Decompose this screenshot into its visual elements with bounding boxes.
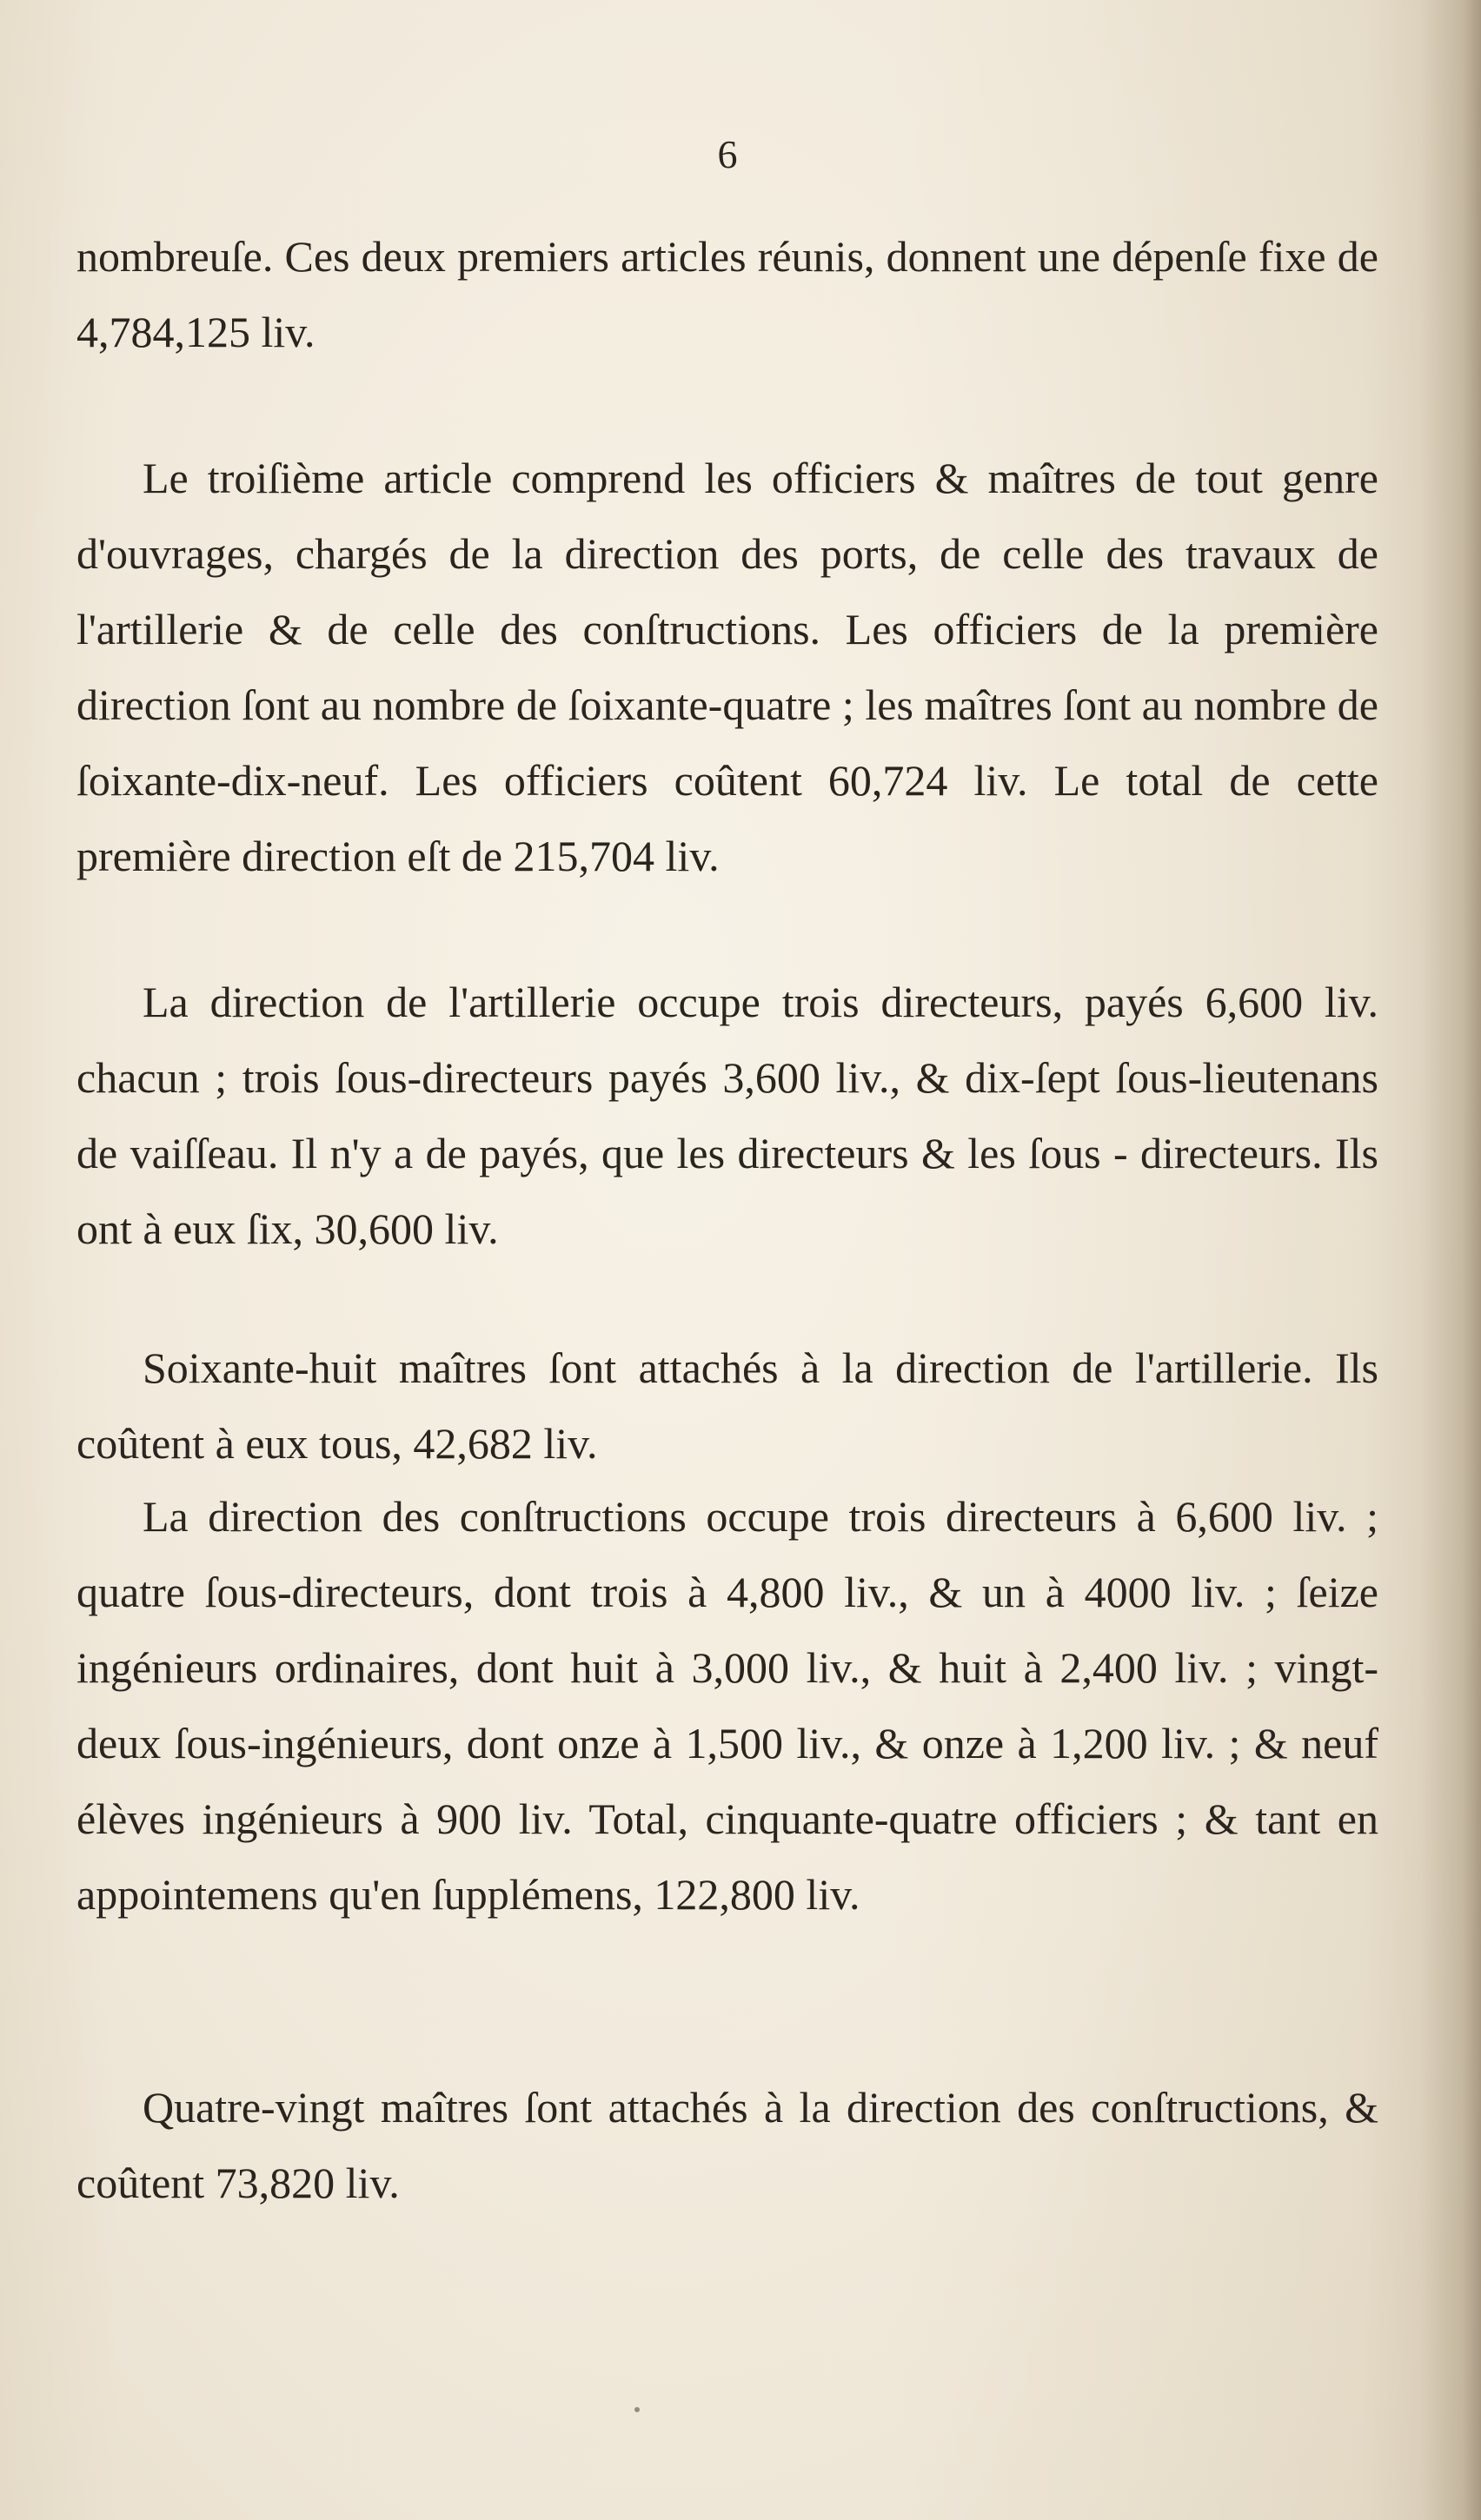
paragraph-constructions-direction: La direction des conſtructions occupe trois directeurs à 6,600 liv. ; quatre ſous-directeurs, dont trois à 4,800 liv., & un à 4000 liv. ; ſeize ingénieurs ordinaires, dont huit à 3,000 liv., & huit à 2,400 liv. ; vingt-deux ſous-ingénieurs, dont onze à 1,500 liv., & onze à 1,200 liv. ; & neuf élèves ingénieurs à 900 liv. Total, cinquante-quatre officiers ; & tant en appointemens qu'en ſupplémens, 122,800 liv. <box>76 1492 1378 1919</box>
page-number: 6 <box>717 132 738 176</box>
paragraph-constructions-masters: Quatre-vingt maîtres ſont attachés à la direction des conſtructions, & coûtent 73,820 liv. <box>76 2083 1378 2207</box>
paragraph-third-article: Le troiſième article comprend les officiers & maîtres de tout genre d'ouvrages, chargés de la direction des ports, de celle des travaux de l'artillerie & de celle des conſtructions. Les officiers de la première direction ſont au nombre de ſoixante-quatre ; les maîtres ſont au nombre de ſoixante-dix-neuf. Les officiers coûtent 60,724 liv. Le total de cette première direction eſt de 215,704 liv. <box>76 454 1378 880</box>
page-gutter-shadow <box>1420 0 1481 2520</box>
paragraph-artillery-masters: Soixante-huit maîtres ſont attachés à la direction de l'artillerie. Ils coûtent à eux tous, 42,682 liv. <box>76 1343 1378 1468</box>
paragraph-continuation: nombreuſe. Ces deux premiers articles réunis, donnent une dépenſe fixe de 4,784,125 liv. <box>76 232 1378 356</box>
ink-speck <box>634 2407 640 2412</box>
paragraph-artillery-direction: La direction de l'artillerie occupe trois directeurs, payés 6,600 liv. chacun ; trois ſous-directeurs payés 3,600 liv., & dix-ſept ſous-lieutenans de vaiſſeau. Il n'y a de payés, que les directeurs & les ſous - directeurs. Ils ont à eux ſix, 30,600 liv. <box>76 978 1378 1253</box>
